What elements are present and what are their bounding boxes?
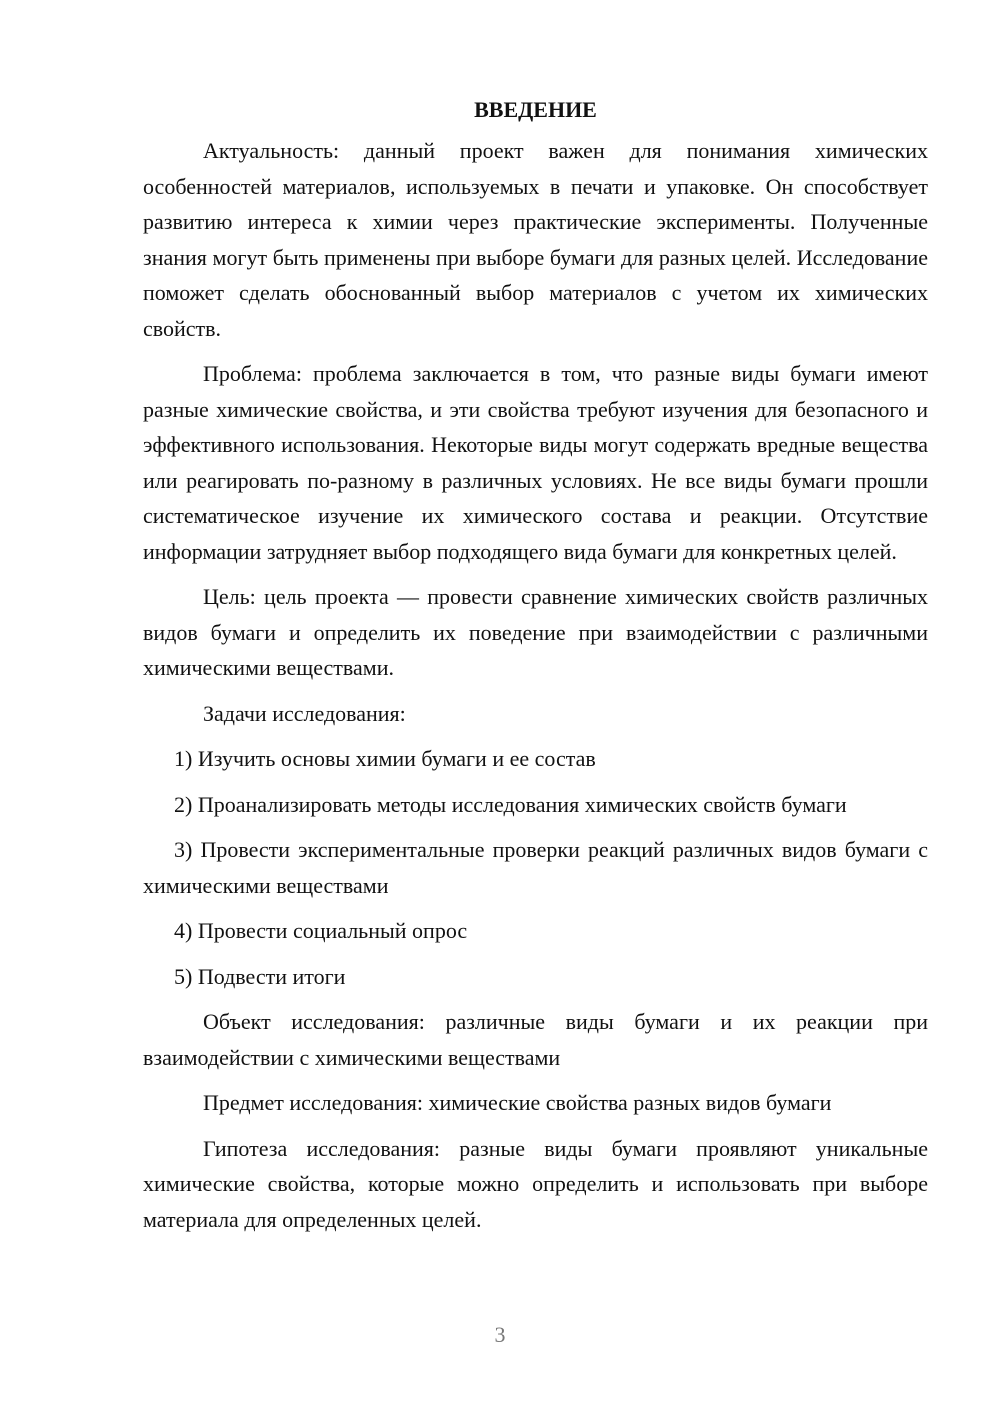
relevance-paragraph: Актуальность: данный проект важен для понимания химических особенностей материалов, используемых в печати и упаковке. Он способствует развитию интереса к химии через практические эксперименты. Полученные знания могут быть применены при выборе бумаги для разных целей. Исследование поможет сделать обоснованный выбор материалов с учетом их химических свойств. xyxy=(143,138,928,341)
page-number: 3 xyxy=(494,1322,506,1347)
task-item-2: 2) Проанализировать методы исследования химических свойств бумаги xyxy=(174,791,847,817)
goal-paragraph: Цель: цель проекта — провести сравнение химических свойств различных видов бумаги и определить их поведение при взаимодействии с различными химическими веществами. xyxy=(143,584,928,680)
tasks-heading: Задачи исследования: xyxy=(203,700,406,726)
hypothesis-paragraph: Гипотеза исследования: разные виды бумаги проявляют уникальные химические свойства, которые можно определить и использовать при выборе материала для определенных целей. xyxy=(143,1135,928,1232)
problem-paragraph: Проблема: проблема заключается в том, что разные виды бумаги имеют разные химические свойства, и эти свойства требуют изучения для безопасного и эффективного использования. Некоторые виды могут содержать вредные вещества или реагировать по-разному в различных условиях. Не все виды бумаги прошли систематическое изучение их химического состава и реакции. Отсутствие информации затрудняет выбор подходящего вида бумаги для конкретных целей. xyxy=(143,361,928,564)
task-item-3: 3) Провести экспериментальные проверки реакций различных видов бумаги с химическими веществами xyxy=(143,837,928,898)
object-paragraph: Объект исследования: различные виды бумаги и их реакции при взаимодействии с химическими веществами xyxy=(143,1009,928,1070)
document-page xyxy=(143,92,928,1247)
subject-paragraph: Предмет исследования: химические свойства разных видов бумаги xyxy=(203,1090,832,1115)
task-item-1: 1) Изучить основы химии бумаги и ее состав xyxy=(174,746,596,771)
task-item-4: 4) Провести социальный опрос xyxy=(174,918,468,943)
section-title: ВВЕДЕНИЕ xyxy=(474,97,597,122)
task-item-5: 5) Подвести итоги xyxy=(174,963,346,989)
